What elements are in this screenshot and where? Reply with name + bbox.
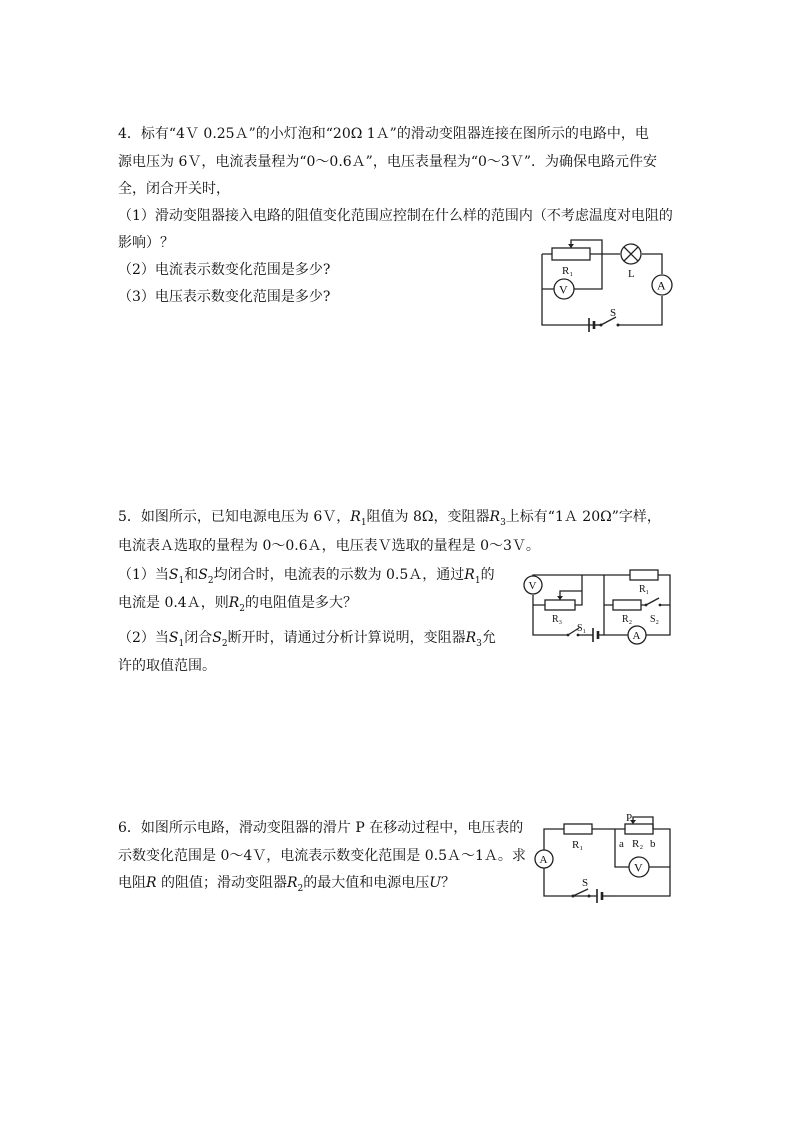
q5-l4-part-b: 的电阻值是多大？ bbox=[245, 595, 357, 611]
q6-l3-part-a: 电阻 bbox=[118, 875, 146, 891]
q6-var-r2: R bbox=[287, 875, 298, 891]
q4-label-r1: R₁ bbox=[562, 265, 574, 277]
q5-label-s2: S₂ bbox=[650, 614, 660, 625]
q5-var-r2: R bbox=[228, 595, 240, 611]
q5-var-r1: R bbox=[350, 509, 361, 525]
q5-sub-1c: 1 bbox=[474, 575, 481, 586]
q5-l5-part-b: 闭合 bbox=[184, 630, 213, 646]
q5-var-r1b: R bbox=[464, 567, 475, 583]
q5-rheostat-r3 bbox=[545, 600, 575, 610]
q5-sub-1: 1 bbox=[360, 517, 367, 528]
q5-label-r2: R₂ bbox=[622, 614, 633, 625]
q5-sub-1b: 1 bbox=[178, 575, 185, 586]
q5-sub-2c: 2 bbox=[221, 638, 228, 649]
q6-label-switch: S bbox=[582, 877, 589, 889]
q5-subquestion-1 bbox=[118, 566, 495, 590]
q5-l5-part-a: （2）当 bbox=[118, 630, 169, 646]
q6-label-a: a bbox=[619, 838, 624, 850]
q5-label-s1: S₁ bbox=[577, 623, 587, 634]
q6-rheostat-r2 bbox=[625, 824, 653, 834]
q4-rheostat-r1 bbox=[552, 248, 590, 260]
q5-sub-1d: 1 bbox=[178, 638, 185, 649]
q5-var-s1: S bbox=[168, 567, 179, 583]
q5-circuit-diagram bbox=[520, 565, 680, 647]
q6-l3-part-c: 的最大值和电源电压 bbox=[303, 875, 430, 891]
q4-text-line-2: 源电压为 6Ｖ，电流表量程为“0～0.6Ａ”，电压表量程为“0～3Ｖ”．为确保电路元件安 bbox=[118, 154, 657, 170]
q4-subquestion-1: （1）滑动变阻器接入电路的阻值变化范围应控制在什么样的范围内（不考虑温度对电阻的 bbox=[118, 208, 673, 224]
q5-subquestion-1-cont bbox=[118, 594, 357, 618]
q6-switch-contact-right bbox=[588, 895, 591, 898]
q6-label-ammeter: A bbox=[539, 854, 548, 866]
q6-sub-2: 2 bbox=[297, 883, 304, 894]
q4-switch-contact-right bbox=[617, 324, 620, 327]
q6-var-u: U bbox=[429, 875, 442, 891]
q5-var-s2: S bbox=[198, 567, 208, 583]
q5-label-ammeter: A bbox=[632, 630, 641, 642]
q4-subquestion-2: （2）电流表示数变化范围是多少? bbox=[118, 262, 331, 278]
q6-label-p: P bbox=[626, 812, 633, 824]
q5-l3-part-a: （1）当 bbox=[118, 567, 169, 583]
q6-var-r1: R bbox=[146, 875, 157, 891]
q5-l4-part-a: 电流是 0.4Ａ，则 bbox=[118, 595, 229, 611]
q5-sub-2b: 2 bbox=[239, 603, 245, 614]
q5-resistor-r1 bbox=[630, 570, 658, 580]
q5-sub-2: 2 bbox=[207, 575, 214, 586]
q4-label-voltmeter: V bbox=[559, 282, 568, 297]
q5-var-r3: R bbox=[489, 509, 501, 525]
q4-text-line-3: 全，闭合开关时， bbox=[118, 181, 230, 197]
q5-r3-slider bbox=[560, 591, 582, 600]
q5-l3-part-c: 均闭合时，电流表的示数为 0.5Ａ，通过 bbox=[213, 567, 465, 583]
q6-text-line-3 bbox=[118, 874, 455, 898]
q5-subquestion-2-cont: 许的取值范围。 bbox=[118, 658, 216, 674]
q4-text-line-1: 4．标有“4Ｖ 0.25Ａ”的小灯泡和“20Ω 1Ａ”的滑动变阻器连接在图所示的电路中，电 bbox=[118, 126, 649, 142]
q4-label-switch: S bbox=[610, 307, 617, 319]
q5-s2-contact-right bbox=[659, 604, 662, 607]
q5-var-s2b: S bbox=[212, 630, 222, 646]
q5-var-s1b: S bbox=[168, 630, 179, 646]
q5-resistor-r2 bbox=[613, 600, 641, 610]
q5-s1-contact-right bbox=[577, 634, 580, 637]
q5-l1-part-c: 上标有“1Ａ 20Ω”字样， bbox=[505, 509, 661, 525]
q5-label-r3: R₃ bbox=[552, 614, 563, 625]
q4-circuit-diagram bbox=[530, 232, 680, 337]
q6-label-b: b bbox=[650, 838, 656, 850]
q6-text-line-1: 6．如图所示电路，滑动变阻器的滑片 P 在移动过程中，电压表的 bbox=[118, 820, 524, 836]
q6-text-line-2: 示数变化范围是 0～4Ｖ，电流表示数变化范围是 0.5Ａ～1Ａ。求 bbox=[118, 848, 526, 864]
q5-l5-part-c: 断开时，请通过分析计算说明，变阻器 bbox=[227, 630, 466, 646]
q5-sub-3b: 3 bbox=[476, 638, 482, 649]
q6-circuit-diagram bbox=[530, 812, 680, 904]
q4-subquestion-1-cont: 影响）？ bbox=[118, 235, 174, 251]
q5-subquestion-2 bbox=[118, 629, 496, 653]
q5-label-r1: R₁ bbox=[639, 584, 650, 595]
q4-label-ammeter: A bbox=[657, 278, 666, 293]
q5-switch-s2-blade bbox=[646, 598, 659, 605]
q6-label-r1: R₁ bbox=[572, 839, 584, 851]
q5-l3-part-d: 的 bbox=[480, 567, 495, 583]
q6-resistor-r1 bbox=[564, 824, 592, 834]
q5-var-r3b: R bbox=[465, 630, 477, 646]
q5-text-line-1 bbox=[118, 508, 661, 532]
q5-l1-part-a: 5．如图所示，已知电源电压为 6Ｖ， bbox=[118, 509, 351, 525]
q5-sub-3: 3 bbox=[500, 517, 506, 528]
q6-l3-part-d: ？ bbox=[441, 875, 456, 891]
q5-l5-part-d: 允 bbox=[481, 630, 496, 646]
q6-label-r2: R₂ bbox=[632, 838, 644, 850]
q5-l1-part-b: 阻值为 8Ω，变阻器 bbox=[366, 509, 490, 525]
q6-l3-part-b: 的阻值；滑动变阻器 bbox=[156, 875, 287, 891]
q6-switch-blade bbox=[573, 889, 588, 896]
q5-l3-part-b: 和 bbox=[184, 567, 199, 583]
q4-subquestion-3: （3）电压表示数变化范围是多少? bbox=[118, 289, 331, 305]
q4-label-lamp: L bbox=[628, 268, 635, 280]
q5-text-line-2: 电流表Ａ选取的量程为 0～0.6Ａ，电压表Ｖ选取的量程是 0～3Ｖ。 bbox=[118, 538, 540, 554]
q5-label-voltmeter: V bbox=[528, 580, 537, 592]
q6-label-voltmeter: V bbox=[634, 860, 643, 875]
